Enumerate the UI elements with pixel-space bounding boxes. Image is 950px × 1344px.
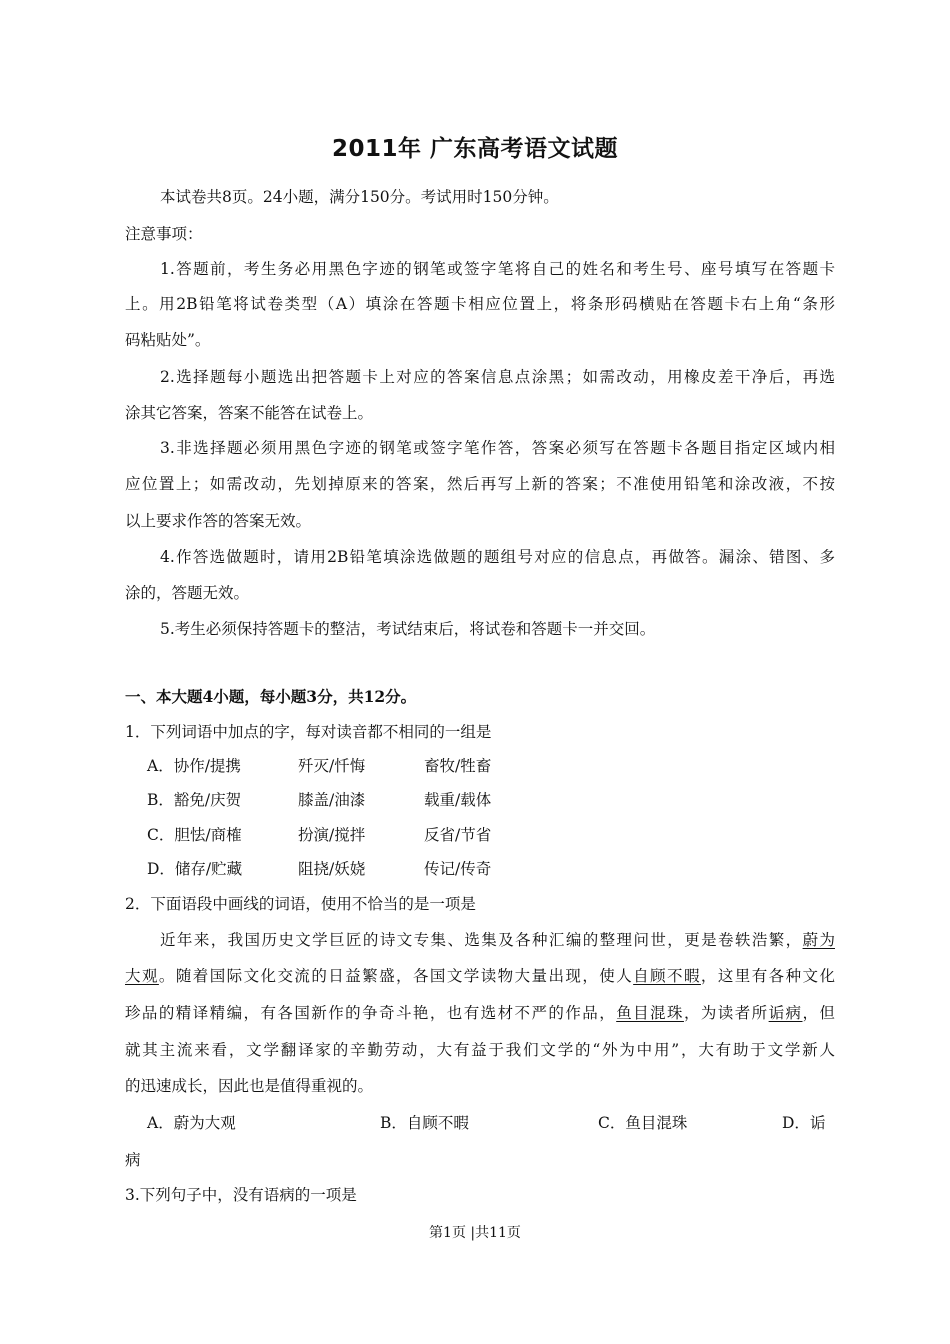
option-d-word-3: 传记/传奇 xyxy=(424,860,492,878)
q2-option-d-continued: 病 xyxy=(125,1151,141,1169)
notice-1-line-1: 1.答题前，考生务必用黑色字迹的钢笔或签字笔将自己的姓名和考生号、座号填写在答题卡 xyxy=(160,260,835,278)
notice-5-line-1: 5.考生必须保持答题卡的整洁，考试结束后，将试卷和答题卡一并交回。 xyxy=(160,620,656,638)
notice-3-line-2: 应位置上；如需改动，先划掉原来的答案，然后再写上新的答案；不准使用铅笔和涂改液，不按 xyxy=(125,475,835,493)
underlined-phrase-4: 诟病 xyxy=(768,1004,803,1022)
notice-1-line-2: 上。用2B铅笔将试卷类型（A）填涂在答题卡相应位置上，将条形码横贴在答题卡右上角“条形 xyxy=(125,295,835,313)
option-d-word-1: D．储存/贮藏 xyxy=(147,860,243,878)
question-2-passage-line-3: 珍品的精译精编，有各国新作的争奇斗艳，也有选材不严的作品，鱼目混珠，为读者所诟病，但 xyxy=(125,1004,835,1022)
question-2-passage-line-1: 近年来，我国历史文学巨匠的诗文专集、选集及各种汇编的整理问世，更是卷轶浩繁，蔚为 xyxy=(160,931,835,949)
option-b-word-2: 膝盖/油漆 xyxy=(298,791,366,809)
option-d-word-2: 阻挠/妖娆 xyxy=(298,860,366,878)
question-2-stem: 2．下面语段中画线的词语，使用不恰当的是一项是 xyxy=(125,895,476,913)
option-b-word-1: B．豁免/庆贺 xyxy=(147,791,242,809)
question-2-passage-line-4: 就其主流来看，文学翻译家的辛勤劳动，大有益于我们文学的“外为中用”，大有助于文学新人 xyxy=(125,1041,835,1059)
option-b-word-3: 载重/载体 xyxy=(424,791,492,809)
q2-option-d: D．诟 xyxy=(782,1114,826,1132)
q2-option-c: C．鱼目混珠 xyxy=(598,1114,688,1132)
option-c-word-2: 扮演/搅拌 xyxy=(298,826,366,844)
page-footer: 第1页 |共11页 xyxy=(429,1225,521,1241)
page-title: 2011年 广东高考语文试题 xyxy=(331,136,619,162)
underlined-phrase-2: 自顾不暇 xyxy=(633,967,701,985)
question-3-stem: 3.下列句子中，没有语病的一项是 xyxy=(125,1186,357,1204)
underlined-phrase-3: 鱼目混珠 xyxy=(616,1004,684,1022)
intro-text: 本试卷共8页。24小题，满分150分。考试用时150分钟。 xyxy=(160,188,559,206)
option-a-word-2: 歼灭/忏悔 xyxy=(298,757,366,775)
question-2-passage-line-2: 大观。随着国际文化交流的日益繁盛，各国文学读物大量出现，使人自顾不暇，这里有各种文化 xyxy=(125,967,835,985)
option-a-word-1: A．协作/提携 xyxy=(147,757,241,775)
notice-2-line-2: 涂其它答案，答案不能答在试卷上。 xyxy=(125,404,374,422)
notice-4-line-1: 4.作答选做题时，请用2B铅笔填涂选做题的题组号对应的信息点，再做答。漏涂、错图、多 xyxy=(160,548,835,566)
notice-4-line-2: 涂的，答题无效。 xyxy=(125,584,250,602)
q2-option-a: A．蔚为大观 xyxy=(147,1114,236,1132)
section-1-heading: 一、本大题4小题，每小题3分，共12分。 xyxy=(125,687,417,706)
question-2-passage-line-5: 的迅速成长，因此也是值得重视的。 xyxy=(125,1077,374,1095)
option-c-word-3: 反省/节省 xyxy=(424,826,492,844)
notice-1-line-3: 码粘贴处”。 xyxy=(125,331,211,349)
notice-heading: 注意事项： xyxy=(125,225,203,243)
notice-2-line-1: 2.选择题每小题选出把答题卡上对应的答案信息点涂黑；如需改动，用橡皮差干净后，再选 xyxy=(160,368,835,386)
underlined-phrase-1: 蔚为 xyxy=(802,931,835,949)
option-a-word-3: 畜牧/牲畜 xyxy=(424,757,492,775)
notice-3-line-3: 以上要求作答的答案无效。 xyxy=(125,512,312,530)
option-c-word-1: C．胆怯/商榷 xyxy=(147,826,242,844)
notice-3-line-1: 3.非选择题必须用黑色字迹的钢笔或签字笔作答，答案必须写在答题卡各题目指定区域内相 xyxy=(160,439,835,457)
question-1-stem: 1．下列词语中加点的字，每对读音都不相同的一组是 xyxy=(125,723,492,741)
underlined-phrase-1-cont: 大观 xyxy=(125,967,159,985)
q2-option-b: B．自顾不暇 xyxy=(380,1114,469,1132)
